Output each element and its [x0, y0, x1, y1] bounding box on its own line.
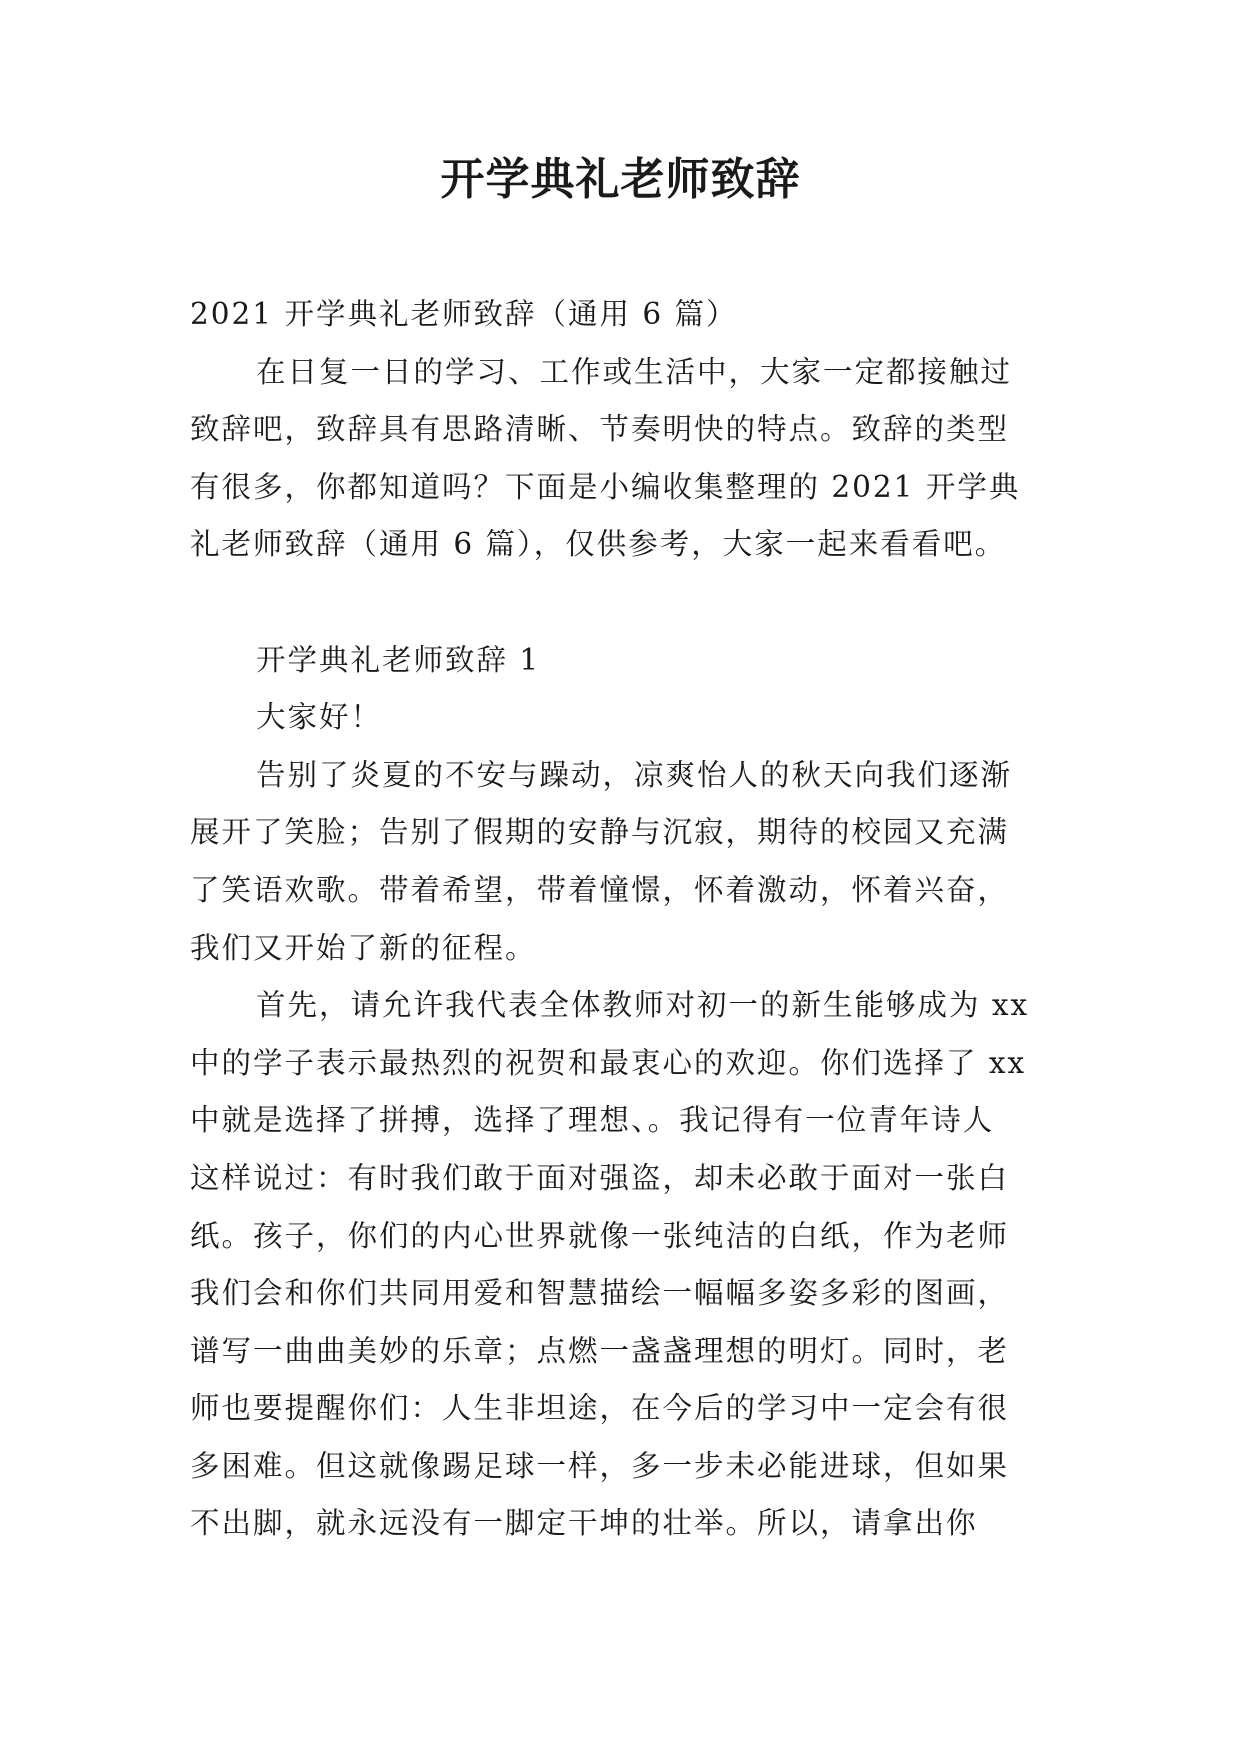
intro-line: 有很多，你都知道吗？下面是小编收集整理的 2021 开学典 — [190, 469, 1021, 504]
intro-line: 致辞吧，致辞具有思路清晰、节奏明快的特点。致辞的类型 — [190, 412, 1010, 447]
document-body — [190, 286, 1070, 1553]
intro-line: 礼老师致辞（通用 6 篇），仅供参考，大家一起来看看吧。 — [190, 527, 1007, 562]
paragraph-line: 多困难。但这就像踢足球一样，多一步未必能进球，但如果 — [190, 1448, 1010, 1483]
paragraph-line: 我们又开始了新的征程。 — [190, 930, 537, 965]
document-title: 开学典礼老师致辞 — [440, 154, 801, 205]
section-heading: 开学典礼老师致辞 1 — [256, 642, 541, 677]
document-subtitle: 2021 开学典礼老师致辞（通用 6 篇） — [190, 297, 738, 331]
paragraph-line: 展开了笑脸；告别了假期的安静与沉寂，期待的校园又充满 — [190, 815, 1010, 850]
intro-paragraph — [190, 344, 1070, 574]
paragraph-1 — [190, 747, 1070, 977]
paragraph-line: 师也要提醒你们：人生非坦途，在今后的学习中一定会有很 — [190, 1391, 1010, 1426]
paragraph-line: 中就是选择了拼搏，选择了理想、。我记得有一位青年诗人 — [190, 1103, 995, 1138]
paragraph-line: 纸。孩子，你们的内心世界就像一张纯洁的白纸，作为老师 — [190, 1218, 1010, 1253]
paragraph-line: 首先，请允许我代表全体教师对初一的新生能够成为 xx — [256, 988, 1030, 1023]
paragraph-line: 中的学子表示最热烈的祝贺和最衷心的欢迎。你们选择了 xx — [190, 1045, 1027, 1080]
intro-line: 在日复一日的学习、工作或生活中，大家一定都接触过 — [256, 354, 1013, 389]
paragraph-2 — [190, 977, 1070, 1553]
paragraph-line: 不出脚，就永远没有一脚定干坤的壮举。所以，请拿出你 — [190, 1506, 978, 1541]
paragraph-line: 谱写一曲曲美妙的乐章；点燃一盏盏理想的明灯。同时，老 — [190, 1333, 1010, 1368]
greeting: 大家好！ — [256, 700, 383, 735]
paragraph-line: 了笑语欢歌。带着希望，带着憧憬，怀着激动，怀着兴奋， — [190, 872, 1010, 907]
paragraph-spacer — [190, 574, 1070, 632]
paragraph-line: 我们会和你们共同用爱和智慧描绘一幅幅多姿多彩的图画， — [190, 1276, 1010, 1311]
paragraph-line: 告别了炎夏的不安与躁动，凉爽怡人的秋天向我们逐渐 — [256, 757, 1013, 792]
paragraph-line: 这样说过：有时我们敢于面对强盗，却未必敢于面对一张白 — [190, 1160, 1010, 1195]
